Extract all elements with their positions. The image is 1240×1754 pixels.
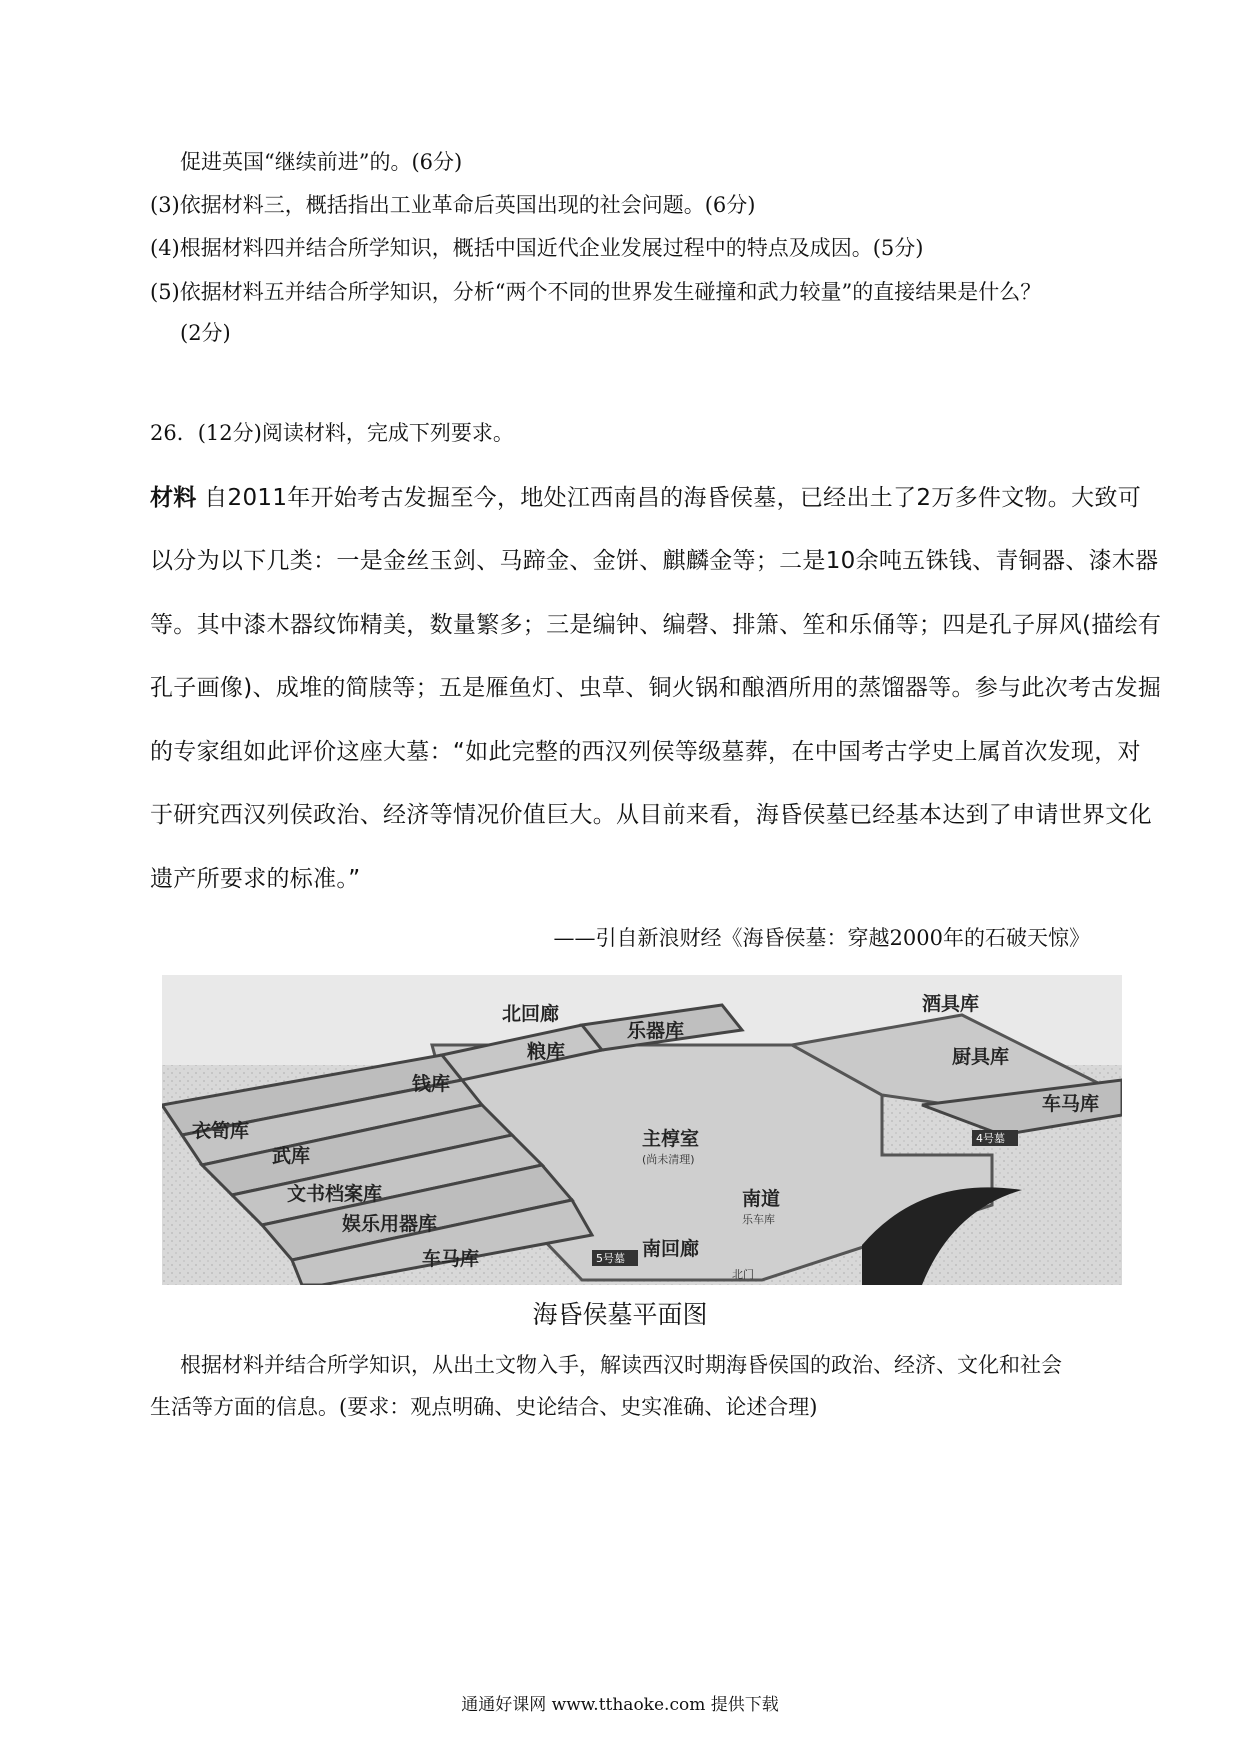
page-footer: 通通好课网 www.tthaoke.com 提供下载 (461, 1695, 779, 1715)
map-label: 文书档案库 (287, 1183, 383, 1205)
material-line: 于研究西汉列侯政治、经济等情况价值巨大。从目前来看，海昏侯墓已经基本达到了申请世界文化 (150, 802, 1152, 828)
map-label: 武库 (272, 1145, 311, 1167)
map-label: 酒具库 (922, 993, 980, 1015)
material-line (150, 483, 1141, 513)
material-line: 孔子画像)、成堆的简牍等；五是雁鱼灯、虫草、铜火锅和酿酒所用的蒸馏器等。参与此次考古发掘 (150, 675, 1162, 701)
map-label: 南回廊 (642, 1238, 700, 1260)
map-label: 娱乐用器库 (342, 1213, 438, 1235)
material-line: 以分为以下几类：一是金丝玉剑、马蹄金、金饼、麒麟金等；二是10余吨五铢钱、青铜器、漆木器 (150, 548, 1159, 574)
task-line: 生活等方面的信息。(要求：观点明确、史论结合、史实准确、论述合理) (150, 1395, 818, 1419)
map-label: 车马库 (422, 1248, 480, 1270)
map-label: 乐车库 (742, 1213, 775, 1226)
map-label: 钱库 (412, 1073, 451, 1095)
material-line: 遗产所要求的标准。” (150, 866, 361, 892)
task-line: 根据材料并结合所学知识，从出土文物入手，解读西汉时期海昏侯国的政治、经济、文化和社会 (180, 1353, 1062, 1377)
map-label: 南道 (742, 1188, 781, 1210)
map-label: 厨具库 (952, 1046, 1010, 1068)
question-line: 促进英国“继续前进”的。(6分) (180, 150, 463, 174)
question-line: (4)根据材料四并结合所学知识，概括中国近代企业发展过程中的特点及成因。(5分) (150, 236, 924, 260)
material-line: 等。其中漆木器纹饰精美，数量繁多；三是编钟、编磬、排箫、笙和乐俑等；四是孔子屏风(描绘有 (150, 612, 1162, 638)
question-line: (3)依据材料三，概括指出工业革命后英国出现的社会问题。(6分) (150, 193, 756, 217)
map-label: 乐器库 (627, 1020, 685, 1042)
material-text: 自2011年开始考古发掘至今，地处江西南昌的海昏侯墓，已经出土了2万多件文物。大致可 (204, 485, 1142, 511)
map-label: 车马库 (1042, 1093, 1100, 1115)
map-label: 北门 (732, 1268, 754, 1281)
map-label: 主椁室 (642, 1128, 700, 1150)
question-header: 26．(12分)阅读材料，完成下列要求。 (150, 421, 514, 445)
map-label: 4号墓 (976, 1132, 1005, 1145)
material-source: ——引自新浪财经《海昏侯墓：穿越2000年的石破天惊》 (553, 926, 1090, 950)
question-line: (5)依据材料五并结合所学知识，分析“两个不同的世界发生碰撞和武力较量”的直接结果是什么？ (150, 280, 1042, 304)
map-label: 5号墓 (596, 1252, 625, 1265)
figure-caption: 海昏侯墓平面图 (532, 1300, 708, 1329)
question-line: (2分) (180, 321, 231, 345)
map-label: 北回廊 (502, 1003, 560, 1025)
material-line: 的专家组如此评价这座大墓：“如此完整的西汉列侯等级墓葬，在中国考古学史上属首次发现，对 (150, 739, 1141, 765)
map-label: 粮库 (527, 1041, 566, 1063)
map-label: (尚未清理) (642, 1153, 695, 1166)
map-label: 衣笥库 (192, 1120, 250, 1142)
material-label: 材料 (150, 485, 197, 511)
tomb-plan-figure (162, 975, 1122, 1285)
